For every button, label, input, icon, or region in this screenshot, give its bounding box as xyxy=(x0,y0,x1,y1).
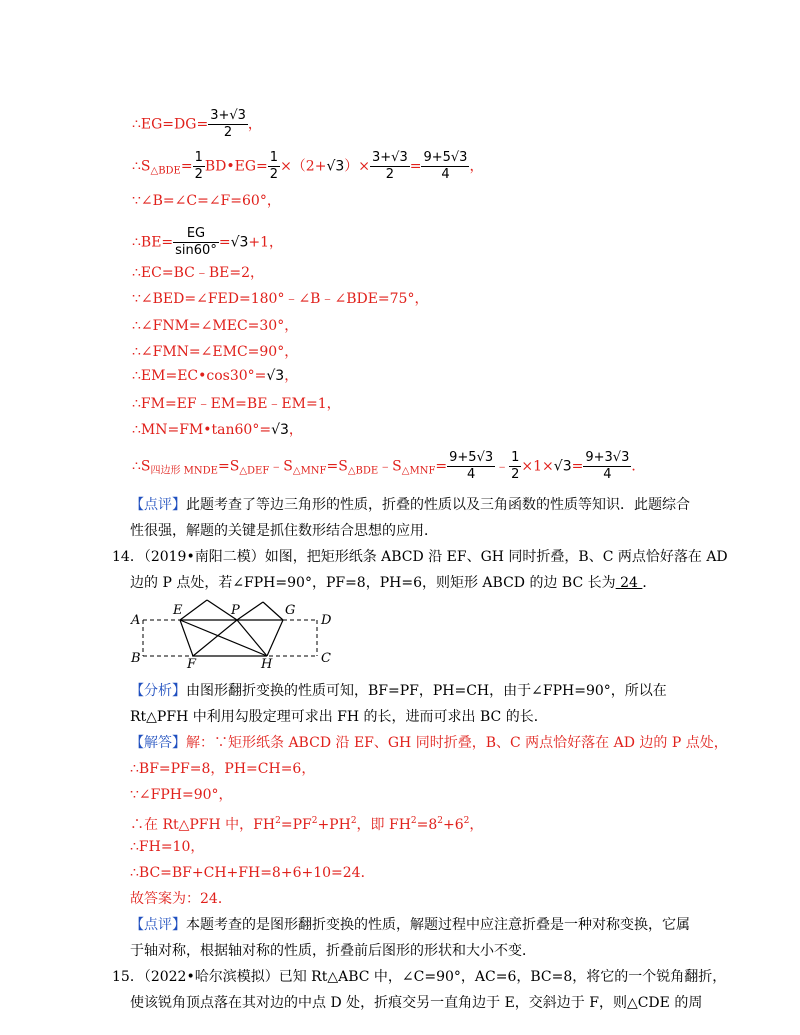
solution-line-3: ∵∠FPH=90°， xyxy=(130,787,233,803)
step-area-mnde: $\therefore S_{四边形 MNDE}=S_{\triangle DEF}﹣S_{\triangle MNF}=S_{\triangle BDE}﹣S_{\triangle MNF}=$ $\frac{9+5√3}{4}$ ﹣ $\frac{1}{2}$ ×1×√3= $\frac{9+3√3}{4}$ ． xyxy=(132,450,646,482)
solution-tag: 【解答】 xyxy=(130,735,186,751)
review-paragraph-1-cont: 性很强，解题的关键是抓住数形结合思想的应用． xyxy=(130,523,438,539)
review-paragraph-2-cont: 于轴对称，根据轴对称的性质，折叠前后图形的形状和大小不变． xyxy=(130,943,536,959)
label-b: B xyxy=(131,651,141,666)
step-fnm: ∴∠FNM=∠MEC=30°， xyxy=(132,318,299,334)
folding-figure xyxy=(125,598,345,670)
step-ec: ∴EC=BC﹣BE=2， xyxy=(132,265,264,281)
step-bed: ∵∠BED=∠FED=180°﹣∠B﹣∠BDE=75°， xyxy=(132,291,429,307)
label-g: G xyxy=(285,603,296,618)
label-c: C xyxy=(321,651,331,666)
label-a: A xyxy=(131,613,141,628)
analysis-paragraph: 【分析】由图形翻折变换的性质可知，BF=PF，PH=CH，由于∠FPH=90°，所以在 xyxy=(130,683,667,699)
label-p: P xyxy=(231,603,240,618)
answer-blank: 24 xyxy=(615,575,643,591)
label-d: D xyxy=(321,613,332,628)
review-tag: 【点评】 xyxy=(130,497,186,513)
step-em: ∴EM=EC•cos30°=√3， xyxy=(132,368,299,384)
step-fm: ∴FM=EF﹣EM=BE﹣EM=1， xyxy=(132,396,341,412)
solution-line-5: ∴FH=10， xyxy=(130,839,205,855)
question-15: 15．（2022•哈尔滨模拟）已知 Rt△ABC 中，∠C=90°，AC=6，BC=8，将它的一个锐角翻折， xyxy=(112,969,727,985)
step-eg-dg: ∴EG=DG= $\frac{3+√3}{2}$ ， xyxy=(132,108,262,140)
review-paragraph-1: 【点评】此题考查了等边三角形的性质，折叠的性质以及三角函数的性质等知识．此题综合 xyxy=(130,497,690,513)
step-be: ∴BE= $\frac{EG}{\sin 60^\circ}$ =√3+1， xyxy=(132,226,284,258)
fraction: $\frac{3+√3}{2}$ xyxy=(210,108,246,140)
step-mn: ∴MN=FM•tan60°=√3， xyxy=(132,422,303,438)
analysis-paragraph-cont: Rt△PFH 中利用勾股定理可求出 FH 的长，进而可求出 BC 的长． xyxy=(130,709,548,725)
label-f: F xyxy=(187,657,197,670)
label-h: H xyxy=(261,657,273,670)
step-fmn: ∴∠FMN=∠EMC=90°， xyxy=(132,344,299,360)
solution-line-6: ∴BC=BF+CH+FH=8+6+10=24． xyxy=(130,865,375,881)
solution-line-2: ∴BF=PF=8，PH=CH=6， xyxy=(130,761,316,777)
solution-line-7: 故答案为：24． xyxy=(130,891,232,907)
analysis-tag: 【分析】 xyxy=(130,683,186,699)
review-tag-2: 【点评】 xyxy=(130,917,186,933)
label-e: E xyxy=(173,603,183,618)
step-angles-60: ∵∠B=∠C=∠F=60°， xyxy=(132,193,281,209)
solution-line-4: ∴在 Rt△PFH 中，$FH^2=PF^2+PH^2$，即 $FH^2=8^2+6^2$， xyxy=(130,816,484,833)
question-14: 14．（2019•南阳二模）如图，把矩形纸条 ABCD 沿 EF、GH 同时折叠，B、C 两点恰好落在 AD xyxy=(112,549,728,565)
question-14-cont: 边的 P 点处，若∠FPH=90°，PF=8，PH=6，则矩形 ABCD 的边 BC 长为 24 ． xyxy=(130,575,657,591)
review-paragraph-2: 【点评】本题考查的是图形翻折变换的性质，解题过程中应注意折叠是一种对称变换，它属 xyxy=(130,917,690,933)
question-15-cont: 使该锐角顶点落在其对边的中点 D 处，折痕交另一直角边于 E，交斜边于 F，则△CDE 的周 xyxy=(130,995,703,1011)
solution-paragraph: 【解答】解：∵矩形纸条 ABCD 沿 EF、GH 同时折叠，B、C 两点恰好落在 AD 边的 P 点处， xyxy=(130,735,728,751)
step-area-bde: $\therefore S_{\triangle BDE}=$ $\frac{1}{2}$ BD•EG= $\frac{1}{2}$ ×（2+√3）× $\frac{3+√3}{2}$ = $\frac{9+5√3}{4}$ ， xyxy=(132,150,484,182)
